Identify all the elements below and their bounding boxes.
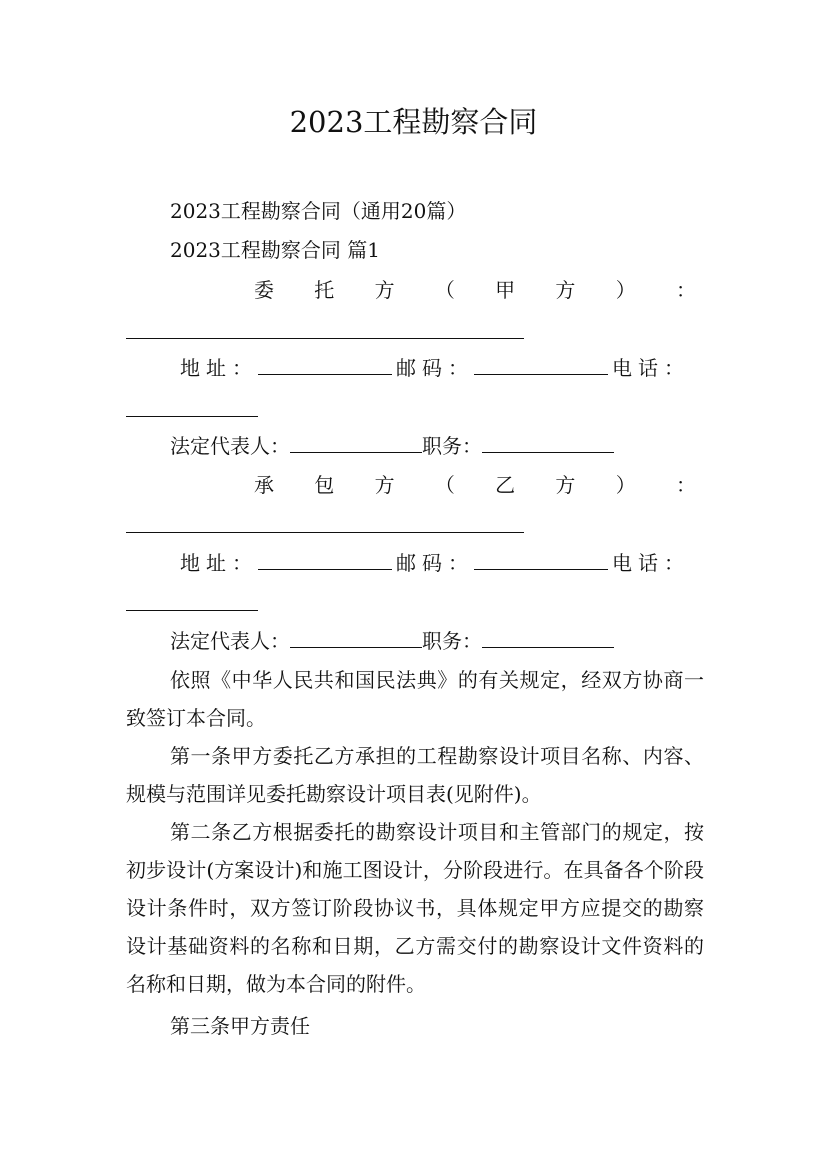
paragraph-clause-2: 第二条乙方根据委托的勘察设计项目和主管部门的规定，按初步设计(方案设计)和施工图设计，分阶段进行。在具备各个阶段设计条件时，双方签订阶段协议书，具体规定甲方应提交的勘察设计基础资料的名称和日期，乙方需交付的勘察设计文件资料的名称和日期，做为本合同的附件。 bbox=[126, 820, 704, 996]
party-b-name-blank bbox=[126, 512, 524, 539]
paragraph-preamble: 依照《中华人民共和国民法典》的有关规定，经双方协商一致签订本合同。 bbox=[126, 668, 704, 730]
clause-3-heading: 第三条甲方责任 bbox=[170, 1014, 310, 1038]
party-a-phone-blank bbox=[126, 396, 258, 423]
document-title: 2023工程勘察合同 bbox=[289, 105, 538, 139]
party-b-phone-blank bbox=[126, 590, 258, 617]
party-a-label: 委 托 方 （ 甲 方 ） ： bbox=[254, 278, 696, 302]
paragraph-clause-1: 第一条甲方委托乙方承担的工程勘察设计项目名称、内容、规模与范围详见委托勘察设计项目表(见附件)。 bbox=[126, 744, 704, 806]
document-subtitle: 2023工程勘察合同（通用20篇） bbox=[170, 199, 467, 223]
party-a-contact-row: 地址： 邮码： 电话： bbox=[180, 356, 690, 380]
party-a-rep-row: 法定代表人： 职务： bbox=[170, 432, 614, 459]
party-b-label: 承 包 方 （ 乙 方 ） ： bbox=[254, 473, 696, 497]
party-b-contact-row: 地址： 邮码： 电话： bbox=[180, 551, 690, 575]
party-a-name-blank bbox=[126, 318, 524, 345]
section-heading: 2023工程勘察合同 篇1 bbox=[170, 238, 380, 262]
party-b-rep-row: 法定代表人： 职务： bbox=[170, 627, 614, 654]
